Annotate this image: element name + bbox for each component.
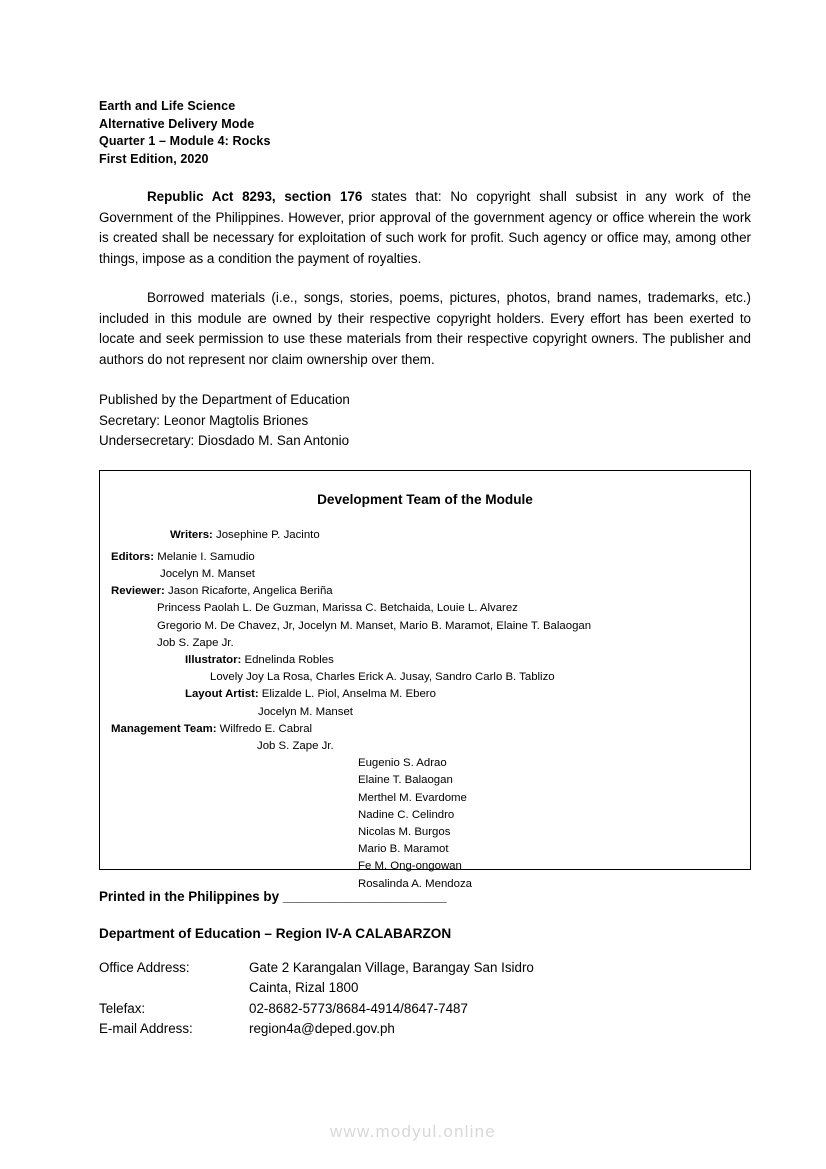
published-by: Published by the Department of Education <box>99 392 350 407</box>
list-item: Nadine C. Celindro <box>358 808 455 821</box>
list-item: Eugenio S. Adrao <box>358 757 447 770</box>
undersecretary: Undersecretary: Diosdado M. San Antonio <box>99 433 350 448</box>
team-row <box>100 527 750 544</box>
team-row <box>100 721 750 738</box>
illustrator-line-2: Lovely Joy La Rosa, Charles Erick A. Jusay, Sandro Carlo B. Tablizo <box>210 671 555 684</box>
contact-details-table <box>99 958 534 1040</box>
team-row <box>100 583 750 600</box>
module-heading <box>99 98 751 168</box>
office-address-value: Gate 2 Karangalan Village, Barangay San Isidro <box>249 959 534 975</box>
borrowed-materials-paragraph <box>99 288 751 370</box>
list-item: Fe M. Ong-ongowan <box>358 860 462 873</box>
page-content <box>99 98 751 1040</box>
editors-label: Editors: <box>111 550 155 563</box>
illustrator-label: Illustrator: <box>185 653 242 666</box>
management-team-value: Wilfredo E. Cabral <box>219 722 313 735</box>
team-row <box>100 652 750 669</box>
reviewer-label: Reviewer: <box>111 585 165 598</box>
email-label: E-mail Address: <box>99 1021 193 1036</box>
heading-quarter-module: Quarter 1 – Module 4: Rocks <box>99 134 271 148</box>
team-row <box>100 566 750 583</box>
heading-subject: Earth and Life Science <box>99 99 236 113</box>
editors-value: Melanie I. Samudio <box>157 550 255 563</box>
management-team-members <box>100 755 750 893</box>
office-address-value-2: Cainta, Rizal 1800 <box>249 980 359 995</box>
reviewer-value: Jason Ricaforte, Angelica Beriña <box>168 585 333 598</box>
team-row <box>100 704 750 721</box>
reviewer-line-4: Job S. Zape Jr. <box>157 636 234 649</box>
reviewer-line-3: Gregorio M. De Chavez, Jr, Jocelyn M. Manset, Mario B. Maramot, Elaine T. Balaogan <box>157 619 592 632</box>
team-row <box>100 686 750 703</box>
list-item: Elaine T. Balaogan <box>358 774 453 787</box>
editors-value-2: Jocelyn M. Manset <box>160 567 255 580</box>
publisher-block <box>99 390 751 452</box>
printed-in-philippines: Printed in the Philippines by ______________________ <box>99 888 447 904</box>
layout-artist-value: Elizalde L. Piol, Anselma M. Ebero <box>261 688 436 701</box>
telefax-value: 02-8682-5773/8684-4914/8647-7487 <box>249 1000 468 1016</box>
writers-label: Writers: <box>170 528 213 541</box>
illustrator-value: Ednelinda Robles <box>244 653 334 666</box>
development-team-box <box>99 470 751 890</box>
heading-edition: First Edition, 2020 <box>99 151 209 166</box>
writers-value: Josephine P. Jacinto <box>216 528 320 541</box>
copyright-paragraph <box>99 187 751 269</box>
empty-cell <box>99 978 249 999</box>
republic-act-label: Republic Act 8293, section 176 <box>147 189 363 204</box>
team-row <box>100 669 750 686</box>
telefax-label: Telefax: <box>99 1000 146 1016</box>
layout-artist-label: Layout Artist: <box>185 688 259 701</box>
list-item: Rosalinda A. Mendoza <box>358 877 472 890</box>
heading-mode: Alternative Delivery Mode <box>99 116 255 131</box>
team-row <box>100 635 750 652</box>
team-row <box>100 549 750 566</box>
office-address-label: Office Address: <box>99 959 190 975</box>
table-row <box>99 999 534 1020</box>
management-team-label: Management Team: <box>111 722 217 735</box>
list-item: Mario B. Maramot <box>358 843 449 856</box>
team-row <box>100 618 750 635</box>
development-team-title: Development Team of the Module <box>317 491 533 507</box>
department-region: Department of Education – Region IV-A CALABARZON <box>99 925 452 941</box>
secretary: Secretary: Leonor Magtolis Briones <box>99 412 309 428</box>
copyright-text: states that: No copyright shall subsist in any work of the Government of the Philippines. However, prior approval of the government agency or office wherein the work is created shall be necessary for exploitation of such work for profit. Such agency or office may, among other things, impose as a condition the payment of royalties. <box>99 189 751 266</box>
layout-artist-line-2: Jocelyn M. Manset <box>258 705 353 718</box>
table-row <box>99 978 534 999</box>
borrowed-materials-text: Borrowed materials (i.e., songs, stories, poems, pictures, photos, brand names, trademarks, etc.) included in this module are owned by their respective copyright holders. Every effort has been exerted to locate and seek permission to use these materials from their respective copyright owners. The publisher and authors do not represent nor claim ownership over them. <box>99 290 751 367</box>
team-row <box>100 738 750 755</box>
list-item: Merthel M. Evardome <box>358 791 467 804</box>
email-value: region4a@deped.gov.ph <box>249 1021 395 1036</box>
table-row <box>99 958 534 979</box>
management-team-line-2: Job S. Zape Jr. <box>257 739 334 752</box>
table-row <box>99 1019 534 1040</box>
development-team-rows <box>100 527 750 893</box>
list-item: Nicolas M. Burgos <box>358 825 451 838</box>
team-row <box>100 600 750 617</box>
watermark: www.modyul.online <box>330 1122 496 1141</box>
reviewer-line-2: Princess Paolah L. De Guzman, Marissa C. Betchaida, Louie L. Alvarez <box>157 602 518 615</box>
